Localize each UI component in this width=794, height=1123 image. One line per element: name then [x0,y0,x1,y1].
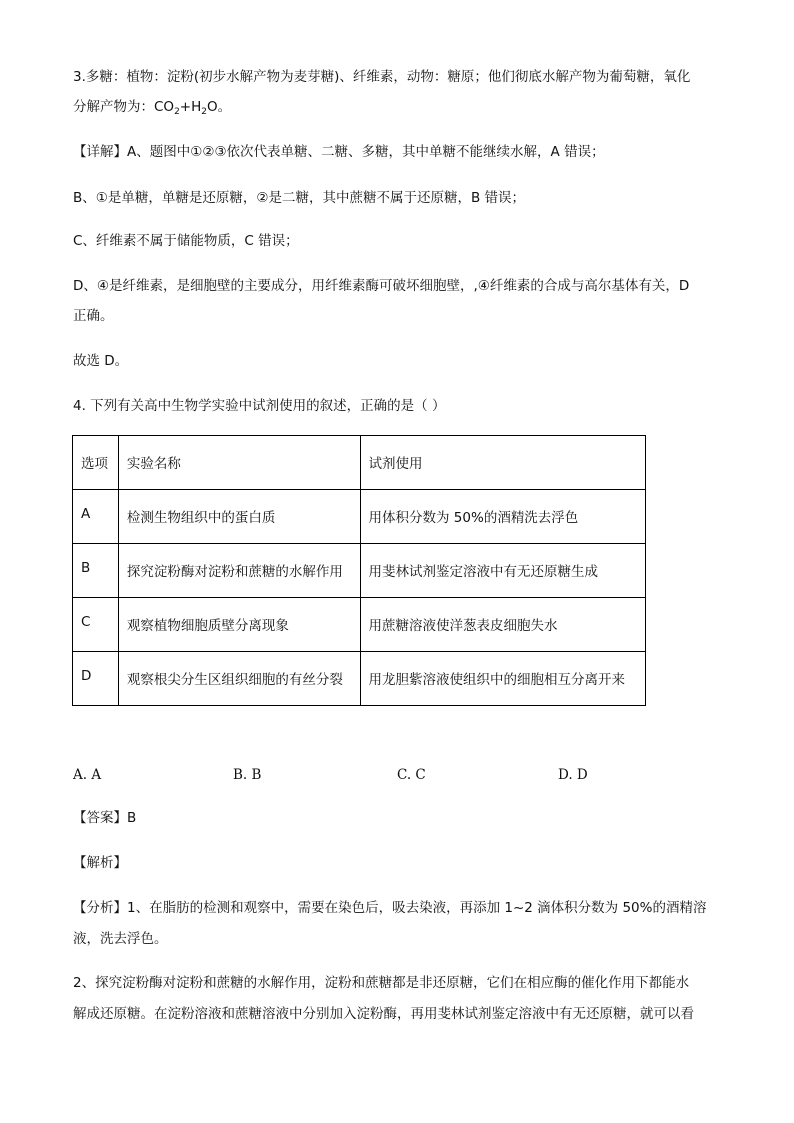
paragraph-polysaccharide-line1: 3.多糖：植物：淀粉(初步水解产物为麦芽糖)、纤维素，动物：糖原；他们彻底水解产物为葡萄糖，氧化 [73,69,691,85]
table-cell: B [73,544,119,598]
table-row [73,652,646,706]
table-row [73,544,646,598]
choice-c: C. C [397,767,426,783]
detail-option-a: 【详解】A、题图中①②③依次代表单糖、二糖、多糖，其中单糖不能继续水解，A 错误； [73,144,605,160]
table-header-cell: 试剂使用 [360,436,645,490]
answer-line [73,809,136,827]
analysis-point-2-line2: 解成还原糖。在淀粉溶液和蔗糖溶液中分别加入淀粉酶，再用斐林试剂鉴定溶液中有无还原糖，就可以看 [73,1006,694,1022]
table-cell: 用龙胆紫溶液使组织中的细胞相互分离开来 [360,652,645,706]
table-header-row [73,436,646,490]
table-row [73,490,646,544]
experiment-reagent-table [72,435,646,706]
detail-option-d-line1: D、④是纤维素，是细胞壁的主要成分，用纤维素酶可破坏细胞壁，,④纤维素的合成与高尔基体有关，D [73,278,690,294]
detail-option-d-line2: 正确。 [73,308,114,324]
detail-option-c: C、纤维素不属于储能物质，C 错误； [73,233,299,249]
table-cell: D [73,652,119,706]
detail-option-b: B、①是单糖，单糖是还原糖，②是二糖，其中蔗糖不属于还原糖，B 错误； [73,190,526,206]
formula-part-co: 分解产物为：CO [73,99,175,115]
paragraph-polysaccharide-line2 [73,98,231,121]
answer-tag: 【答案】 [73,810,127,826]
table-cell: C [73,598,119,652]
table-header-cell: 选项 [73,436,119,490]
table-cell: 观察根尖分生区组织细胞的有丝分裂 [118,652,360,706]
analysis-tag: 【解析】 [73,855,127,871]
formula-subscript-h2: 2 [201,107,207,117]
analysis-point-2-line1: 2、探究淀粉酶对淀粉和蔗糖的水解作用，淀粉和蔗糖都是非还原糖，它们在相应酶的催化作用下都能水 [73,975,690,991]
table-cell: 检测生物组织中的蛋白质 [118,490,360,544]
choice-d: D. D [558,767,588,783]
table-cell: 用蔗糖溶液使洋葱表皮细胞失水 [360,598,645,652]
question-4-stem: 4. 下列有关高中生物学实验中试剂使用的叙述，正确的是（ ） [73,398,446,414]
table-cell: 探究淀粉酶对淀粉和蔗糖的水解作用 [118,544,360,598]
answer-value: B [127,810,137,826]
formula-part-o: O。 [207,99,232,115]
analysis-point-1-line2: 液，洗去浮色。 [73,931,168,947]
choice-b: B. B [233,767,262,783]
table-row [73,598,646,652]
formula-part-h: +H [179,99,202,115]
table-cell: 用体积分数为 50%的酒精洗去浮色 [360,490,645,544]
table-header-cell: 实验名称 [118,436,360,490]
formula-subscript-co2: 2 [174,107,180,117]
choice-a: A. A [73,767,102,783]
table-cell: 用斐林试剂鉴定溶液中有无还原糖生成 [360,544,645,598]
conclusion-choose-d: 故选 D。 [73,353,129,369]
analysis-point-1-line1: 【分析】1、在脂肪的检测和观察中，需要在染色后，吸去染液，再添加 1~2 滴体积分数为 50%的酒精溶 [73,900,707,916]
table-cell: 观察植物细胞质壁分离现象 [118,598,360,652]
table-cell: A [73,490,119,544]
